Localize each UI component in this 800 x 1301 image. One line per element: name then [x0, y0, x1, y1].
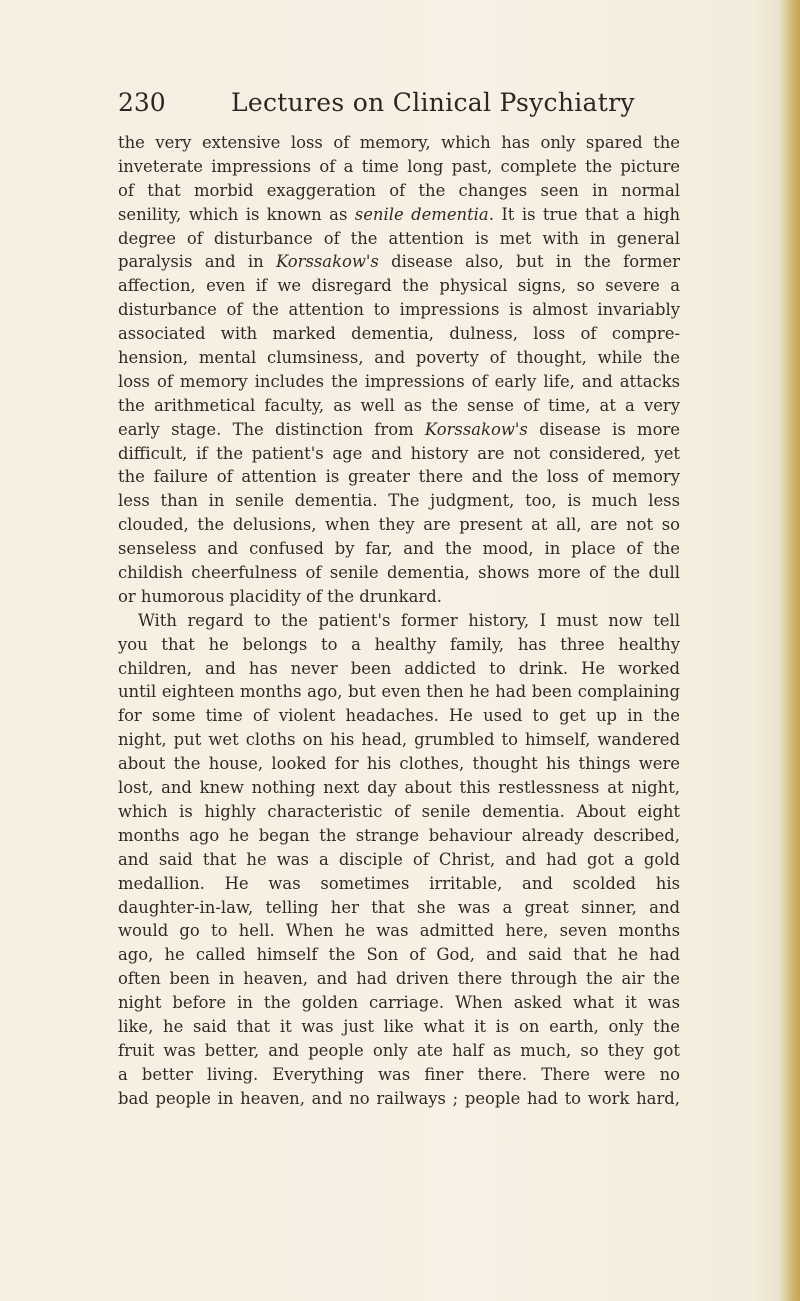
text-line: [118, 418, 680, 442]
text-line: or humorous placidity of the drunkard.: [118, 586, 442, 606]
text-line: night, put wet cloths on his head, grumbled to himself, wandered: [118, 730, 680, 750]
text-line: would go to hell. When he was admitted here, seven months: [118, 921, 680, 941]
text-run: disease is more: [527, 419, 680, 439]
text-line: senseless and confused by far, and the mood, in place of the: [118, 539, 680, 559]
italic-term: Korssakow's: [275, 252, 379, 272]
text-line: inveterate impressions of a time long past, complete the picture: [118, 156, 680, 176]
text-line: which is highly characteristic of senile dementia. About eight: [118, 801, 680, 821]
text-line: and said that he was a disciple of Christ, and had got a gold: [118, 849, 680, 869]
text-line: night before in the golden carriage. When asked what it was: [118, 993, 680, 1013]
text-line: ago, he called himself the Son of God, and said that he had: [118, 945, 680, 965]
italic-term: Korssakow's: [424, 419, 528, 439]
text-line: the arithmetical faculty, as well as the sense of time, at a very: [118, 395, 680, 415]
text-line: disturbance of the attention to impressions is almost invariably: [118, 300, 680, 320]
text-line: about the house, looked for his clothes, thought his things were: [118, 754, 680, 774]
text-line: [118, 250, 680, 274]
italic-term: senile dementia: [354, 204, 489, 224]
page-edge: [778, 0, 800, 1301]
text-run: early stage. The distinction from: [118, 419, 425, 439]
text-line: bad people in heaven, and no railways ; people had to work hard,: [118, 1088, 680, 1108]
text-line: often been in heaven, and had driven there through the air the: [118, 969, 680, 989]
text-line: until eighteen months ago, but even then he had been complaining: [118, 682, 680, 702]
text-run: disease also, but in the former: [378, 252, 680, 272]
text-line: degree of disturbance of the attention is met with in general: [118, 228, 680, 248]
text-line: childish cheerfulness of senile dementia, shows more of the dull: [118, 563, 680, 583]
running-title: Lectures on Clinical Psychiatry: [231, 88, 635, 117]
text-line: daughter-in-law, telling her that she was a great sinner, and: [118, 897, 680, 917]
text-line: a better living. Everything was finer there. There were no: [118, 1064, 680, 1084]
text-run: . It is true that a high: [488, 204, 680, 224]
text-line: hension, mental clumsiness, and poverty of thought, while the: [118, 348, 680, 368]
text-line: affection, even if we disregard the physical signs, so severe a: [118, 276, 680, 296]
text-line: medallion. He was sometimes irritable, and scolded his: [118, 873, 680, 893]
text-line: associated with marked dementia, dulness, loss of compre-: [118, 324, 680, 344]
text-line: the very extensive loss of memory, which has only spared the: [118, 133, 680, 152]
text-line: months ago he began the strange behaviour already described,: [118, 825, 680, 845]
text-run: paralysis and in: [118, 252, 276, 272]
text-line: loss of memory includes the impressions of early life, and attacks: [118, 371, 680, 391]
text-line: children, and has never been addicted to drink. He worked: [118, 658, 680, 678]
text-line: of that morbid exaggeration of the changes seen in normal: [118, 180, 680, 200]
text-line: the failure of attention is greater there and the loss of memory: [118, 467, 680, 487]
text-line: for some time of violent headaches. He used to get up in the: [118, 706, 680, 726]
text-line: [118, 203, 680, 227]
text-line: difficult, if the patient's age and history are not considered, yet: [118, 443, 680, 463]
text-line: less than in senile dementia. The judgment, too, is much less: [118, 491, 680, 511]
running-head: [118, 88, 678, 128]
text-line: you that he belongs to a healthy family, has three healthy: [118, 634, 680, 654]
text-line: fruit was better, and people only ate half as much, so they got: [118, 1040, 680, 1060]
text-line: clouded, the delusions, when they are present at all, are not so: [118, 515, 680, 535]
body-text: [118, 131, 680, 1111]
page-number: 230: [118, 88, 166, 117]
text-run: senility, which is known as: [118, 204, 355, 224]
text-line: like, he said that it was just like what it is on earth, only the: [118, 1016, 680, 1036]
text-line: With regard to the patient's former history, I must now tell: [138, 610, 680, 630]
text-line: lost, and knew nothing next day about this restlessness at night,: [118, 778, 680, 798]
